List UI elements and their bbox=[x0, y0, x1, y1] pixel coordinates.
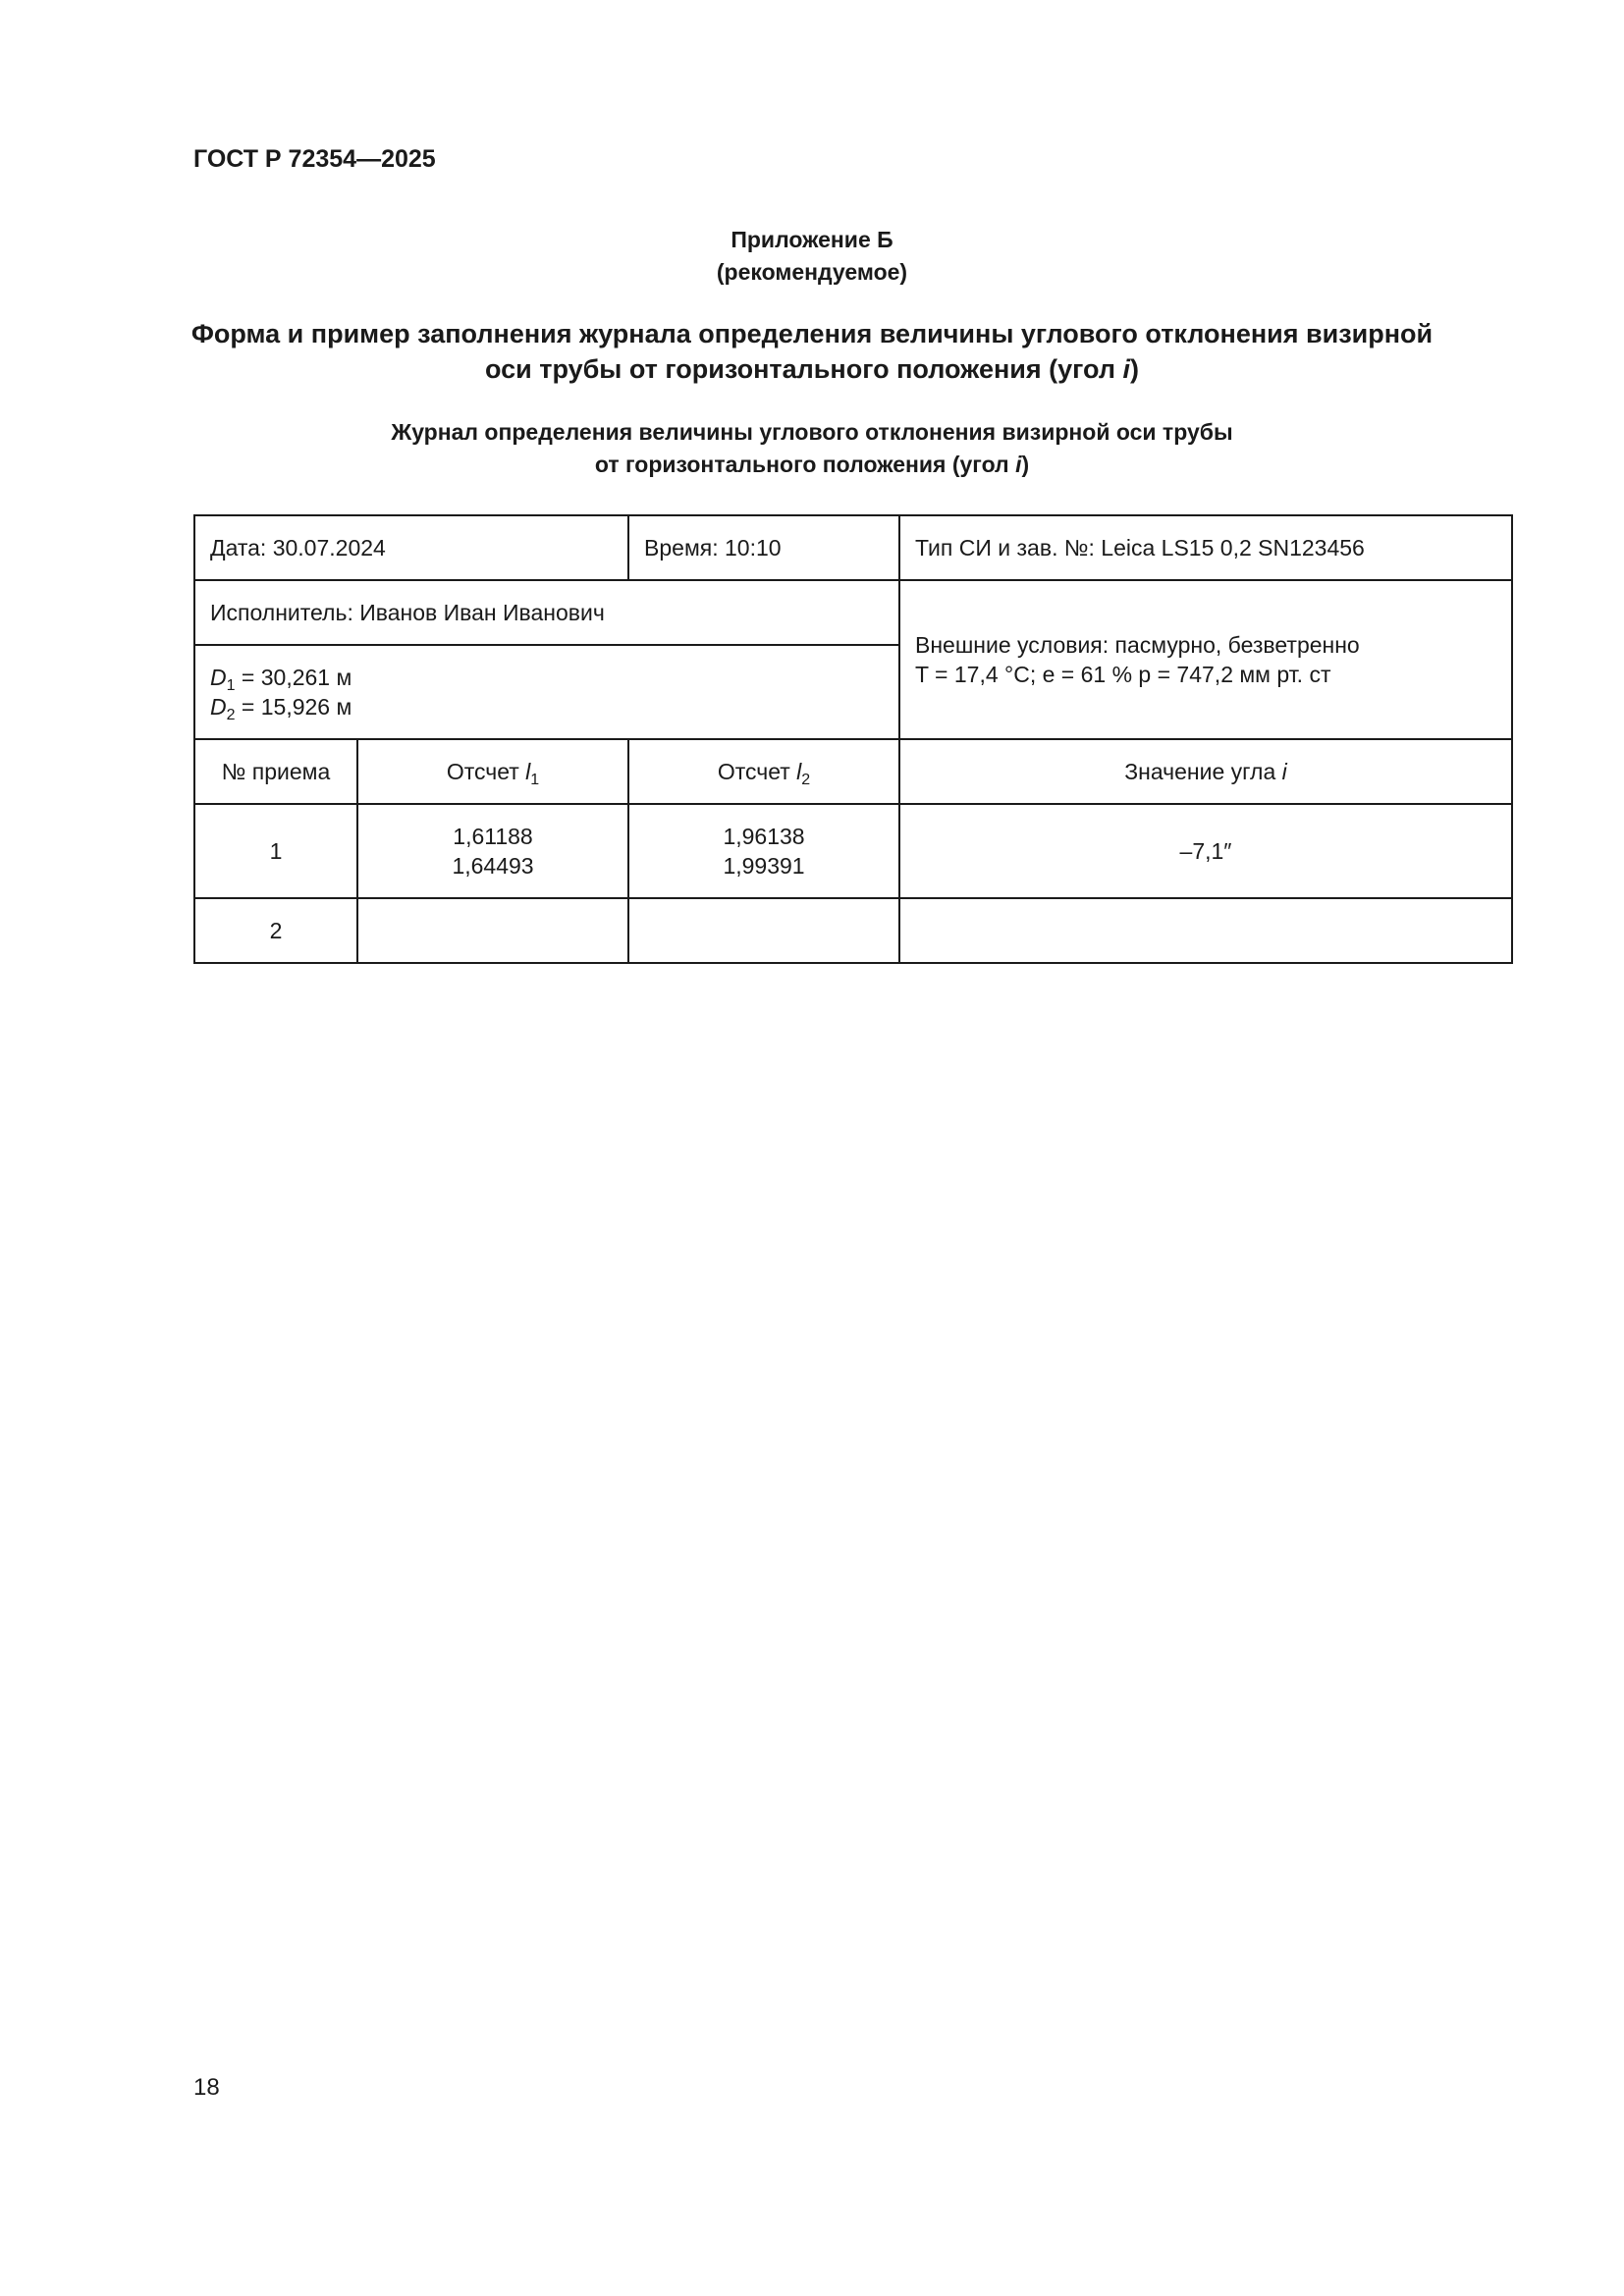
table-row bbox=[194, 804, 1512, 898]
distances-cell bbox=[194, 645, 899, 739]
journal-title-line2 bbox=[0, 449, 1624, 481]
table-row bbox=[194, 898, 1512, 963]
distance-d1-value: = 30,261 м bbox=[235, 665, 352, 690]
journal-title-line1: Журнал определения величины углового отклонения визирной оси трубы bbox=[391, 419, 1233, 445]
reading1-values bbox=[357, 898, 628, 963]
reading2-values bbox=[628, 804, 899, 898]
journal-title-symbol: i bbox=[1015, 452, 1022, 477]
form-title bbox=[0, 316, 1624, 387]
date-cell: Дата: 30.07.2024 bbox=[194, 515, 628, 580]
instrument-cell: Тип СИ и зав. №: Leica LS15 0,2 SN123456 bbox=[899, 515, 1512, 580]
reading1-symbol: l bbox=[525, 759, 531, 784]
angle-label: Значение угла bbox=[1124, 759, 1282, 784]
form-title-line2-text: оси трубы от горизонтального положения (угол bbox=[484, 354, 1123, 384]
table-row-header-info bbox=[194, 515, 1512, 580]
appendix-status: (рекомендуемое) bbox=[716, 259, 908, 285]
form-title-symbol: i bbox=[1122, 354, 1131, 384]
reading2-label: Отсчет bbox=[717, 759, 797, 784]
form-title-line1: Форма и пример заполнения журнала определения величины углового отклонения визирной bbox=[190, 319, 1434, 348]
conditions-line2: T = 17,4 °C; e = 61 % p = 747,2 мм рт. ст bbox=[915, 662, 1331, 687]
reading1-value-a: 1,61188 bbox=[453, 824, 533, 849]
distance-d2 bbox=[210, 692, 884, 721]
performer-cell: Исполнитель: Иванов Иван Иванович bbox=[194, 580, 899, 645]
form-title-suffix: ) bbox=[1130, 354, 1140, 384]
distance-d2-value: = 15,926 м bbox=[235, 694, 352, 720]
angle-value: –7,1″ bbox=[899, 804, 1512, 898]
reading2-symbol: l bbox=[796, 759, 802, 784]
distance-d1-symbol: D bbox=[210, 665, 227, 690]
appendix-title: Приложение Б bbox=[731, 227, 893, 252]
reading1-index: 1 bbox=[530, 772, 540, 788]
angle-symbol: i bbox=[1281, 759, 1287, 784]
reading2-values bbox=[628, 898, 899, 963]
distance-d2-index: 2 bbox=[226, 707, 236, 723]
column-header-angle bbox=[899, 739, 1512, 804]
journal-title bbox=[0, 416, 1624, 481]
reading2-value-b: 1,99391 bbox=[723, 853, 805, 879]
reading2-index: 2 bbox=[801, 772, 811, 788]
table-column-headers bbox=[194, 739, 1512, 804]
reception-number: 1 bbox=[194, 804, 357, 898]
reading2-value-a: 1,96138 bbox=[723, 824, 805, 849]
time-cell: Время: 10:10 bbox=[628, 515, 899, 580]
reception-number: 2 bbox=[194, 898, 357, 963]
document-code: ГОСТ Р 72354—2025 bbox=[193, 145, 436, 173]
form-title-line2 bbox=[0, 351, 1624, 387]
reading1-values bbox=[357, 804, 628, 898]
appendix-heading bbox=[0, 224, 1624, 289]
journal-table bbox=[193, 514, 1513, 964]
reading1-value-b: 1,64493 bbox=[452, 853, 534, 879]
column-header-reading1 bbox=[357, 739, 628, 804]
journal-title-suffix: ) bbox=[1021, 452, 1030, 477]
angle-value bbox=[899, 898, 1512, 963]
distance-d1-index: 1 bbox=[226, 677, 236, 694]
distance-d2-symbol: D bbox=[210, 694, 227, 720]
conditions-line1: Внешние условия: пасмурно, безветренно bbox=[915, 632, 1360, 658]
page-number: 18 bbox=[193, 2074, 220, 2101]
distance-d1 bbox=[210, 663, 884, 692]
table-row-performer bbox=[194, 580, 1512, 645]
journal-title-line2-text: от горизонтального положения (угол bbox=[594, 452, 1016, 477]
reading1-label: Отсчет bbox=[446, 759, 526, 784]
conditions-cell bbox=[899, 580, 1512, 739]
column-header-reception: № приема bbox=[194, 739, 357, 804]
column-header-reading2 bbox=[628, 739, 899, 804]
